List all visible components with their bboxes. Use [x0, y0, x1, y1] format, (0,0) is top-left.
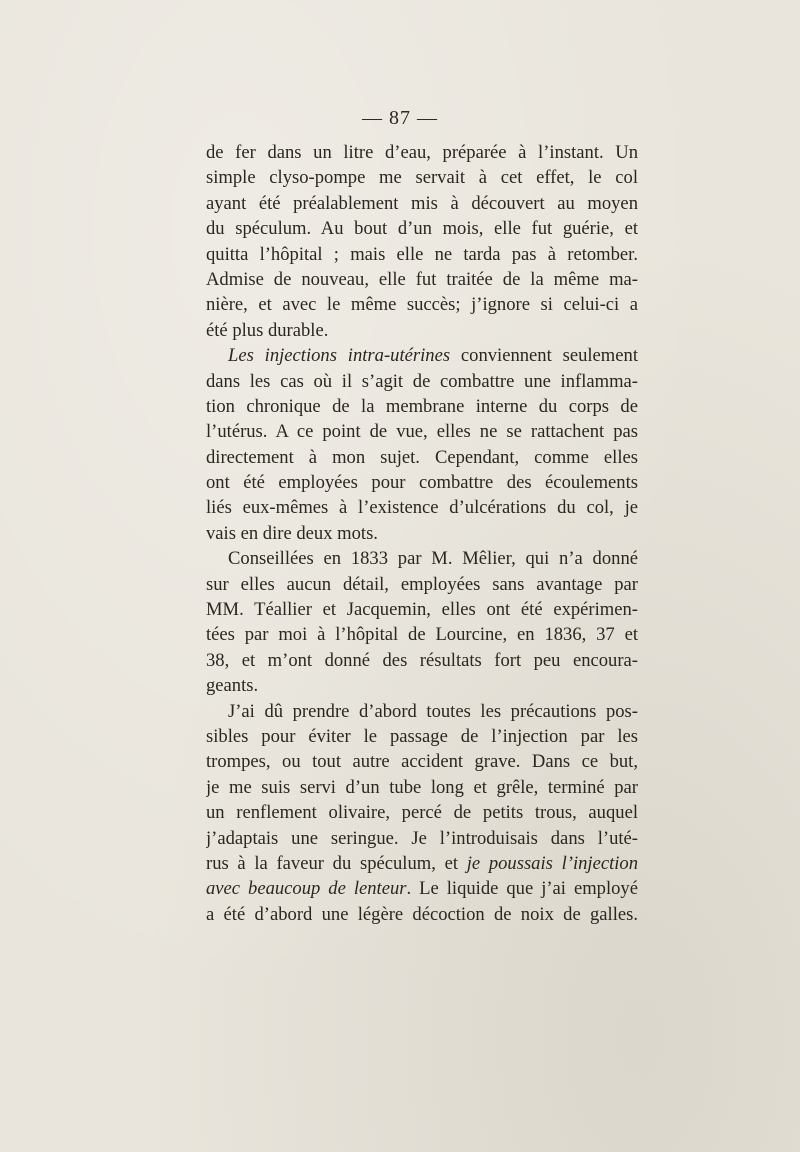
italic-text: je poussais l’injection: [466, 852, 638, 874]
text-line: [206, 775, 638, 800]
text-segment: j’adaptais une seringue. Je l’introduisais dans l’uté-: [206, 827, 638, 849]
text-segment: conviennent seulement: [450, 345, 638, 367]
text-line: [206, 267, 638, 292]
text-segment: l’utérus. A ce point de vue, elles ne se rattachent pas: [206, 421, 638, 443]
text-segment: tion chronique de la membrane interne du corps de: [206, 395, 638, 417]
text-segment: quitta l’hôpital ; mais elle ne tarda pas à retomber.: [206, 243, 638, 265]
text-segment: 38, et m’ont donné des résultats fort peu encoura-: [206, 649, 638, 671]
text-line: [206, 191, 638, 216]
text-segment: sur elles aucun détail, employées sans avantage par: [206, 573, 638, 595]
text-segment: a été d’abord une légère décoction de noix de galles.: [206, 903, 638, 925]
text-line: [206, 445, 638, 470]
text-line: [206, 673, 638, 698]
text-line: [206, 343, 638, 368]
text-line: [206, 140, 638, 165]
text-segment: vais en dire deux mots.: [206, 522, 378, 544]
text-line: [206, 470, 638, 495]
text-line: [206, 216, 638, 241]
text-line: [206, 826, 638, 851]
text-segment: J’ai dû prendre d’abord toutes les précautions pos-: [228, 700, 638, 722]
text-line: [206, 699, 638, 724]
text-segment: dans les cas où il s’agit de combattre une inflamma-: [206, 370, 638, 392]
text-segment: de fer dans un litre d’eau, préparée à l’instant. Un: [206, 142, 638, 163]
text-line: [206, 622, 638, 647]
text-line: [206, 394, 638, 419]
text-line: [206, 292, 638, 317]
text-segment: . Le liquide que j’ai employé: [406, 878, 638, 900]
text-segment: nière, et avec le même succès; j’ignore si celui-ci a: [206, 294, 638, 316]
text-segment: je me suis servi d’un tube long et grêle, terminé par: [206, 776, 638, 798]
text-segment: geants.: [206, 675, 259, 697]
text-segment: du spéculum. Au bout d’un mois, elle fut guérie, et: [206, 218, 638, 240]
text-line: [206, 597, 638, 622]
text-segment: sibles pour éviter le passage de l’injection par les: [206, 725, 638, 747]
text-line: [206, 851, 638, 876]
text-line: [206, 242, 638, 267]
italic-text: Les injections intra-utérines: [228, 345, 451, 367]
text-line: [206, 318, 638, 343]
italic-text: avec beaucoup de lenteur: [206, 878, 407, 900]
text-segment: été plus durable.: [206, 319, 329, 341]
text-segment: simple clyso-pompe me servait à cet effet, le col: [206, 167, 638, 189]
text-segment: rus à la faveur du spéculum, et: [206, 852, 467, 874]
text-segment: directement à mon sujet. Cependant, comme elles: [206, 446, 638, 468]
text-segment: ayant été préalablement mis à découvert au moyen: [206, 192, 638, 214]
text-segment: liés eux-mêmes à l’existence d’ulcérations du col, je: [206, 497, 638, 519]
text-segment: Conseillées en 1833 par M. Mêlier, qui n’a donné: [228, 548, 638, 570]
page-number: — 87 —: [362, 107, 438, 129]
text-segment: Admise de nouveau, elle fut traitée de la même ma-: [206, 268, 638, 290]
text-line: [206, 572, 638, 597]
text-line: [206, 495, 638, 520]
text-line: [206, 749, 638, 774]
text-segment: ont été employées pour combattre des écoulements: [206, 472, 638, 494]
text-line: [206, 800, 638, 825]
text-line: [206, 546, 638, 571]
text-line: [206, 724, 638, 749]
text-segment: tées par moi à l’hôpital de Lourcine, en 1836, 37 et: [206, 624, 638, 646]
text-line: [206, 648, 638, 673]
text-segment: MM. Téallier et Jacquemin, elles ont été expérimen-: [206, 599, 638, 621]
body-text: [206, 140, 638, 927]
text-line: [206, 165, 638, 190]
text-line: [206, 369, 638, 394]
text-line: [206, 876, 638, 901]
text-segment: trompes, ou tout autre accident grave. Dans ce but,: [206, 751, 638, 773]
text-line: [206, 419, 638, 444]
text-segment: un renflement olivaire, percé de petits trous, auquel: [206, 802, 638, 824]
text-line: [206, 902, 638, 927]
text-line: [206, 521, 638, 546]
